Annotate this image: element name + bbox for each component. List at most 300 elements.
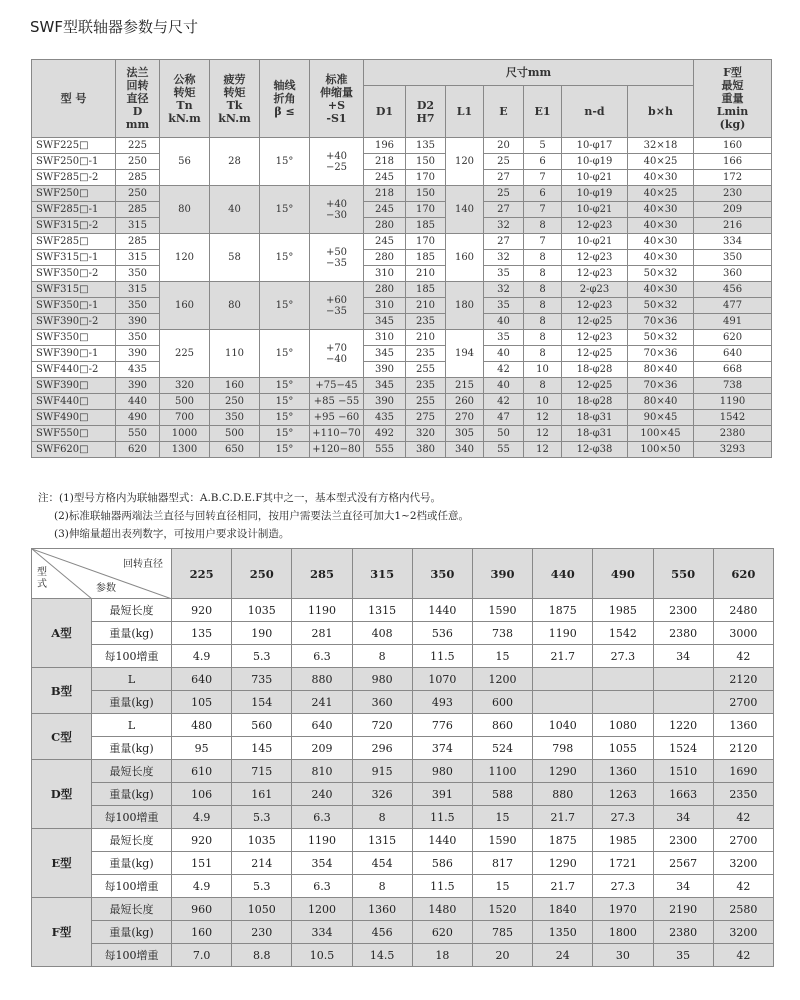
- l1-cell: 194: [446, 330, 484, 378]
- value-cell: 1050: [232, 898, 292, 921]
- parameter-label: 重量(kg): [92, 622, 172, 645]
- value-cell: 15: [472, 645, 532, 668]
- flange-diameter-cell: 285: [116, 170, 160, 186]
- value-cell: 536: [412, 622, 472, 645]
- nd-cell: 12-φ23: [562, 250, 628, 266]
- stretch-cell: +70 −40: [310, 330, 364, 378]
- value-cell: 1985: [593, 599, 653, 622]
- header-stretch: 标准 伸缩量 +S -S1: [310, 60, 364, 138]
- header-dimensions: 尺寸mm: [364, 60, 694, 86]
- bh-cell: 50×32: [628, 330, 694, 346]
- diameter-header: 440: [533, 549, 593, 599]
- parameter-label: L: [92, 668, 172, 691]
- e1-cell: 5: [524, 138, 562, 154]
- value-cell: 42: [713, 645, 773, 668]
- table-row: [32, 622, 774, 645]
- e-cell: 20: [484, 138, 524, 154]
- value-cell: 1080: [593, 714, 653, 737]
- value-cell: 1480: [412, 898, 472, 921]
- stretch-cell: +110−70: [310, 426, 364, 442]
- diameter-header: 250: [232, 549, 292, 599]
- value-cell: 95: [172, 737, 232, 760]
- table-row: [32, 691, 774, 714]
- flange-diameter-cell: 250: [116, 154, 160, 170]
- d1-cell: 218: [364, 186, 406, 202]
- swf-parameter-table: [31, 59, 772, 458]
- type-label: E型: [32, 829, 92, 898]
- corner-label-type: 型式: [37, 567, 47, 590]
- type-label: D型: [32, 760, 92, 829]
- nd-cell: 12-φ25: [562, 378, 628, 394]
- value-cell: 785: [472, 921, 532, 944]
- d1-cell: 492: [364, 426, 406, 442]
- value-cell: 640: [172, 668, 232, 691]
- value-cell: 105: [172, 691, 232, 714]
- diameter-header: 315: [352, 549, 412, 599]
- value-cell: 454: [352, 852, 412, 875]
- value-cell: 1690: [713, 760, 773, 783]
- e-cell: 25: [484, 186, 524, 202]
- table-row: [32, 852, 774, 875]
- nominal-torque-cell: 160: [160, 282, 210, 330]
- model-cell: SWF350□-1: [32, 298, 116, 314]
- value-cell: 360: [352, 691, 412, 714]
- nd-cell: 18-φ31: [562, 426, 628, 442]
- value-cell: 4.9: [172, 806, 232, 829]
- value-cell: 1290: [533, 852, 593, 875]
- e1-cell: 10: [524, 362, 562, 378]
- d1-cell: 245: [364, 170, 406, 186]
- value-cell: 1840: [533, 898, 593, 921]
- nominal-torque-cell: 700: [160, 410, 210, 426]
- value-cell: 810: [292, 760, 352, 783]
- axis-angle-cell: 15°: [260, 330, 310, 378]
- value-cell: 720: [352, 714, 412, 737]
- value-cell: 2190: [653, 898, 713, 921]
- value-cell: 817: [472, 852, 532, 875]
- bh-cell: 80×40: [628, 362, 694, 378]
- value-cell: 586: [412, 852, 472, 875]
- page-title: SWF型联轴器参数与尺寸: [30, 18, 198, 36]
- parameter-label: 每100增重: [92, 645, 172, 668]
- table-row: [32, 645, 774, 668]
- value-cell: 42: [713, 944, 773, 967]
- value-cell: 3200: [713, 852, 773, 875]
- value-cell: 640: [292, 714, 352, 737]
- e-cell: 35: [484, 330, 524, 346]
- e-cell: 47: [484, 410, 524, 426]
- l1-cell: 270: [446, 410, 484, 426]
- table-row: [32, 783, 774, 806]
- value-cell: 1070: [412, 668, 472, 691]
- table-row: [32, 714, 774, 737]
- bh-cell: 40×30: [628, 282, 694, 298]
- stretch-cell: +60 −35: [310, 282, 364, 330]
- axis-angle-cell: 15°: [260, 138, 310, 186]
- nd-cell: 12-φ38: [562, 442, 628, 458]
- axis-angle-cell: 15°: [260, 442, 310, 458]
- e-cell: 32: [484, 250, 524, 266]
- stretch-cell: +50 −35: [310, 234, 364, 282]
- table-row: [32, 394, 772, 410]
- table-row: [32, 170, 772, 186]
- model-cell: SWF440□-2: [32, 362, 116, 378]
- nd-cell: 18-φ31: [562, 410, 628, 426]
- value-cell: 151: [172, 852, 232, 875]
- e-cell: 27: [484, 234, 524, 250]
- value-cell: 1510: [653, 760, 713, 783]
- type-label: B型: [32, 668, 92, 714]
- value-cell: 524: [472, 737, 532, 760]
- d1-cell: 280: [364, 282, 406, 298]
- bh-cell: 100×50: [628, 442, 694, 458]
- diameter-header: 390: [472, 549, 532, 599]
- value-cell: 493: [412, 691, 472, 714]
- table-row: [32, 234, 772, 250]
- nd-cell: 12-φ23: [562, 218, 628, 234]
- value-cell: 2380: [653, 622, 713, 645]
- value-cell: 738: [472, 622, 532, 645]
- model-cell: SWF250□-1: [32, 154, 116, 170]
- e-cell: 32: [484, 282, 524, 298]
- value-cell: 735: [232, 668, 292, 691]
- d1-cell: 310: [364, 266, 406, 282]
- header-bh: b×h: [628, 86, 694, 138]
- d1-cell: 280: [364, 218, 406, 234]
- weight-cell: 209: [694, 202, 772, 218]
- bh-cell: 40×30: [628, 234, 694, 250]
- d1-cell: 310: [364, 330, 406, 346]
- d2-cell: 380: [406, 442, 446, 458]
- value-cell: 42: [713, 806, 773, 829]
- stretch-cell: +40 −30: [310, 186, 364, 234]
- value-cell: 1520: [472, 898, 532, 921]
- value-cell: [593, 691, 653, 714]
- e-cell: 40: [484, 314, 524, 330]
- value-cell: 106: [172, 783, 232, 806]
- model-cell: SWF350□: [32, 330, 116, 346]
- table-row: [32, 875, 774, 898]
- fatigue-torque-cell: 350: [210, 410, 260, 426]
- value-cell: 2300: [653, 829, 713, 852]
- flange-diameter-cell: 315: [116, 218, 160, 234]
- weight-cell: 477: [694, 298, 772, 314]
- table-row: [32, 362, 772, 378]
- parameter-label: 最短长度: [92, 829, 172, 852]
- d2-cell: 320: [406, 426, 446, 442]
- weight-cell: 350: [694, 250, 772, 266]
- value-cell: 1035: [232, 829, 292, 852]
- bh-cell: 50×32: [628, 266, 694, 282]
- header-fatigue-torque: 疲劳 转矩 Tk kN.m: [210, 60, 260, 138]
- d2-cell: 150: [406, 154, 446, 170]
- type-label: C型: [32, 714, 92, 760]
- header-f-weight: F型 最短 重量 Lmin (kg): [694, 60, 772, 138]
- l1-cell: 160: [446, 234, 484, 282]
- e-cell: 27: [484, 202, 524, 218]
- value-cell: 2700: [713, 691, 773, 714]
- stretch-cell: +75−45: [310, 378, 364, 394]
- value-cell: 1542: [593, 622, 653, 645]
- value-cell: 408: [352, 622, 412, 645]
- value-cell: 1190: [292, 599, 352, 622]
- value-cell: 21.7: [533, 645, 593, 668]
- bh-cell: 50×32: [628, 298, 694, 314]
- axis-angle-cell: 15°: [260, 378, 310, 394]
- value-cell: 8: [352, 645, 412, 668]
- value-cell: 2120: [713, 668, 773, 691]
- l1-cell: 260: [446, 394, 484, 410]
- weight-cell: 668: [694, 362, 772, 378]
- model-cell: SWF550□: [32, 426, 116, 442]
- l1-cell: 305: [446, 426, 484, 442]
- value-cell: 281: [292, 622, 352, 645]
- l1-cell: 340: [446, 442, 484, 458]
- model-cell: SWF440□: [32, 394, 116, 410]
- value-cell: 42: [713, 875, 773, 898]
- value-cell: 2120: [713, 737, 773, 760]
- value-cell: 240: [292, 783, 352, 806]
- table-row: [32, 829, 774, 852]
- e-cell: 40: [484, 378, 524, 394]
- d1-cell: 280: [364, 250, 406, 266]
- e1-cell: 7: [524, 170, 562, 186]
- e1-cell: 8: [524, 298, 562, 314]
- bh-cell: 40×30: [628, 170, 694, 186]
- note-2: (2)标准联轴器两端法兰直径与回转直径相同，按用户需要法兰直径可加大1~2档或任意。: [54, 510, 470, 522]
- axis-angle-cell: 15°: [260, 394, 310, 410]
- diameter-header: 620: [713, 549, 773, 599]
- value-cell: 480: [172, 714, 232, 737]
- e-cell: 40: [484, 346, 524, 362]
- flange-diameter-cell: 550: [116, 426, 160, 442]
- value-cell: 860: [472, 714, 532, 737]
- nominal-torque-cell: 56: [160, 138, 210, 186]
- flange-diameter-cell: 315: [116, 250, 160, 266]
- model-cell: SWF390□: [32, 378, 116, 394]
- value-cell: 214: [232, 852, 292, 875]
- header-nominal-torque: 公称 转矩 Tn kN.m: [160, 60, 210, 138]
- value-cell: 24: [533, 944, 593, 967]
- nd-cell: 12-φ25: [562, 346, 628, 362]
- flange-diameter-cell: 390: [116, 314, 160, 330]
- nd-cell: 10-φ21: [562, 234, 628, 250]
- nd-cell: 2-φ23: [562, 282, 628, 298]
- value-cell: [593, 668, 653, 691]
- e1-cell: 8: [524, 330, 562, 346]
- value-cell: 326: [352, 783, 412, 806]
- model-cell: SWF285□-1: [32, 202, 116, 218]
- fatigue-torque-cell: 28: [210, 138, 260, 186]
- bh-cell: 70×36: [628, 378, 694, 394]
- stretch-cell: +40 −25: [310, 138, 364, 186]
- value-cell: 620: [412, 921, 472, 944]
- d2-cell: 255: [406, 362, 446, 378]
- nd-cell: 12-φ23: [562, 298, 628, 314]
- table-row: [32, 442, 772, 458]
- value-cell: 1190: [533, 622, 593, 645]
- bh-cell: 40×25: [628, 186, 694, 202]
- e1-cell: 8: [524, 378, 562, 394]
- diameter-header: 225: [172, 549, 232, 599]
- d1-cell: 245: [364, 202, 406, 218]
- parameter-label: 重量(kg): [92, 691, 172, 714]
- value-cell: 560: [232, 714, 292, 737]
- fatigue-torque-cell: 500: [210, 426, 260, 442]
- e1-cell: 8: [524, 266, 562, 282]
- header-e1: E1: [524, 86, 562, 138]
- value-cell: 190: [232, 622, 292, 645]
- value-cell: 18: [412, 944, 472, 967]
- corner-cell: [32, 549, 172, 599]
- bh-cell: 32×18: [628, 138, 694, 154]
- bh-cell: 40×25: [628, 154, 694, 170]
- e1-cell: 12: [524, 442, 562, 458]
- d1-cell: 390: [364, 394, 406, 410]
- value-cell: 600: [472, 691, 532, 714]
- value-cell: 154: [232, 691, 292, 714]
- axis-angle-cell: 15°: [260, 234, 310, 282]
- value-cell: 8: [352, 806, 412, 829]
- value-cell: 160: [172, 921, 232, 944]
- value-cell: 6.3: [292, 806, 352, 829]
- d1-cell: 345: [364, 346, 406, 362]
- weight-cell: 172: [694, 170, 772, 186]
- axis-angle-cell: 15°: [260, 282, 310, 330]
- value-cell: 1360: [352, 898, 412, 921]
- parameter-label: 每100增重: [92, 806, 172, 829]
- e1-cell: 8: [524, 282, 562, 298]
- value-cell: 8: [352, 875, 412, 898]
- d1-cell: 345: [364, 378, 406, 394]
- weight-cell: 166: [694, 154, 772, 170]
- flange-diameter-cell: 440: [116, 394, 160, 410]
- d2-cell: 210: [406, 266, 446, 282]
- value-cell: 5.3: [232, 875, 292, 898]
- model-cell: SWF285□-2: [32, 170, 116, 186]
- fatigue-torque-cell: 80: [210, 282, 260, 330]
- axis-angle-cell: 15°: [260, 410, 310, 426]
- d1-cell: 310: [364, 298, 406, 314]
- parameter-label: 最短长度: [92, 898, 172, 921]
- bh-cell: 40×30: [628, 218, 694, 234]
- table-row: [32, 426, 772, 442]
- value-cell: 920: [172, 599, 232, 622]
- flange-diameter-cell: 285: [116, 202, 160, 218]
- e-cell: 50: [484, 426, 524, 442]
- value-cell: 1440: [412, 599, 472, 622]
- fatigue-torque-cell: 58: [210, 234, 260, 282]
- value-cell: 7.0: [172, 944, 232, 967]
- value-cell: 1190: [292, 829, 352, 852]
- value-cell: 21.7: [533, 875, 593, 898]
- corner-label-diameter: 回转直径: [123, 559, 163, 570]
- value-cell: 880: [292, 668, 352, 691]
- value-cell: 5.3: [232, 806, 292, 829]
- d1-cell: 555: [364, 442, 406, 458]
- value-cell: 2480: [713, 599, 773, 622]
- nominal-torque-cell: 225: [160, 330, 210, 378]
- weight-cell: 456: [694, 282, 772, 298]
- fatigue-torque-cell: 110: [210, 330, 260, 378]
- value-cell: 209: [292, 737, 352, 760]
- table-row: [32, 138, 772, 154]
- parameter-label: 最短长度: [92, 599, 172, 622]
- value-cell: 10.5: [292, 944, 352, 967]
- nominal-torque-cell: 120: [160, 234, 210, 282]
- value-cell: 1663: [653, 783, 713, 806]
- value-cell: 230: [232, 921, 292, 944]
- nd-cell: 10-φ19: [562, 186, 628, 202]
- flange-diameter-cell: 435: [116, 362, 160, 378]
- value-cell: 588: [472, 783, 532, 806]
- value-cell: 1360: [593, 760, 653, 783]
- weight-cell: 620: [694, 330, 772, 346]
- type-label: F型: [32, 898, 92, 967]
- d2-cell: 235: [406, 378, 446, 394]
- d1-cell: 218: [364, 154, 406, 170]
- value-cell: 1985: [593, 829, 653, 852]
- d1-cell: 245: [364, 234, 406, 250]
- value-cell: 2580: [713, 898, 773, 921]
- type-parameter-table: [31, 548, 774, 967]
- table-row: [32, 330, 772, 346]
- table-row: [32, 314, 772, 330]
- diameter-header: 550: [653, 549, 713, 599]
- table-row: [32, 298, 772, 314]
- value-cell: 1875: [533, 829, 593, 852]
- e1-cell: 6: [524, 154, 562, 170]
- nd-cell: 10-φ21: [562, 170, 628, 186]
- corner-label-parameter: 参数: [96, 583, 116, 594]
- value-cell: 334: [292, 921, 352, 944]
- table-row: [32, 250, 772, 266]
- header-e: E: [484, 86, 524, 138]
- nd-cell: 18-φ28: [562, 394, 628, 410]
- value-cell: 776: [412, 714, 472, 737]
- d2-cell: 150: [406, 186, 446, 202]
- flange-diameter-cell: 350: [116, 298, 160, 314]
- table-row: [32, 737, 774, 760]
- fatigue-torque-cell: 250: [210, 394, 260, 410]
- value-cell: 4.9: [172, 645, 232, 668]
- value-cell: 21.7: [533, 806, 593, 829]
- table-row: [32, 346, 772, 362]
- parameter-label: L: [92, 714, 172, 737]
- d1-cell: 345: [364, 314, 406, 330]
- value-cell: 1220: [653, 714, 713, 737]
- value-cell: [533, 691, 593, 714]
- weight-cell: 3293: [694, 442, 772, 458]
- table-row: [32, 944, 774, 967]
- value-cell: 2300: [653, 599, 713, 622]
- table-row: [32, 218, 772, 234]
- table-row: [32, 266, 772, 282]
- value-cell: 1200: [472, 668, 532, 691]
- value-cell: 1590: [472, 829, 532, 852]
- e-cell: 42: [484, 394, 524, 410]
- value-cell: 6.3: [292, 875, 352, 898]
- e1-cell: 12: [524, 426, 562, 442]
- value-cell: 1200: [292, 898, 352, 921]
- parameter-label: 每100增重: [92, 875, 172, 898]
- table-row: [32, 760, 774, 783]
- nd-cell: 10-φ19: [562, 154, 628, 170]
- d2-cell: 255: [406, 394, 446, 410]
- d1-cell: 196: [364, 138, 406, 154]
- value-cell: 1035: [232, 599, 292, 622]
- value-cell: 20: [472, 944, 532, 967]
